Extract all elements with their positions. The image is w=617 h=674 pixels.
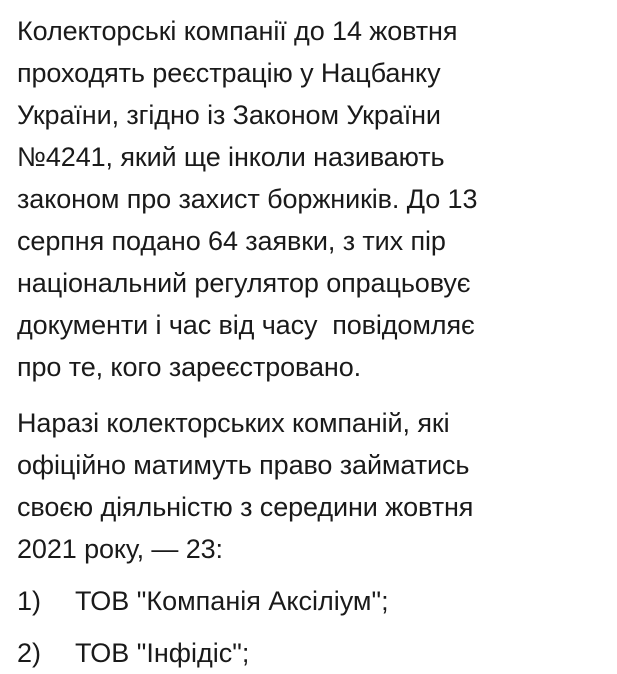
list-item: [17, 632, 599, 674]
list-item-number: 2): [17, 638, 42, 668]
text-line: національний регулятор опрацьовує: [17, 268, 471, 298]
text-line: 2021 року, — 23:: [17, 534, 223, 564]
text-line: України, згідно із Законом України: [17, 100, 441, 130]
text-line: про те, кого зареєстровано.: [17, 352, 362, 382]
text-line: проходять реєстрацію у Нацбанку: [17, 58, 441, 88]
text-line: законом про захист боржників. До 13: [17, 184, 478, 214]
text-line: Наразі колекторських компаній, які: [17, 408, 450, 438]
paragraph-registration: [17, 10, 599, 388]
list-item: [17, 580, 599, 622]
list-item-number: 1): [17, 586, 42, 616]
list-item-text: ТОВ "Компанія Аксіліум";: [75, 586, 389, 616]
text-line: Колекторські компанії до 14 жовтня: [17, 16, 458, 46]
list-item-text: ТОВ "Інфідіс";: [75, 638, 250, 668]
paragraph-company-count: [17, 402, 599, 570]
text-line: документи і час від часу повідомляє: [17, 310, 475, 340]
text-line: №4241, який ще інколи називають: [17, 142, 445, 172]
text-line: своєю діяльністю з середини жовтня: [17, 492, 474, 522]
text-line: офіційно матимуть право займатись: [17, 450, 470, 480]
text-line: серпня подано 64 заявки, з тих пір: [17, 226, 446, 256]
company-list: [17, 580, 599, 674]
